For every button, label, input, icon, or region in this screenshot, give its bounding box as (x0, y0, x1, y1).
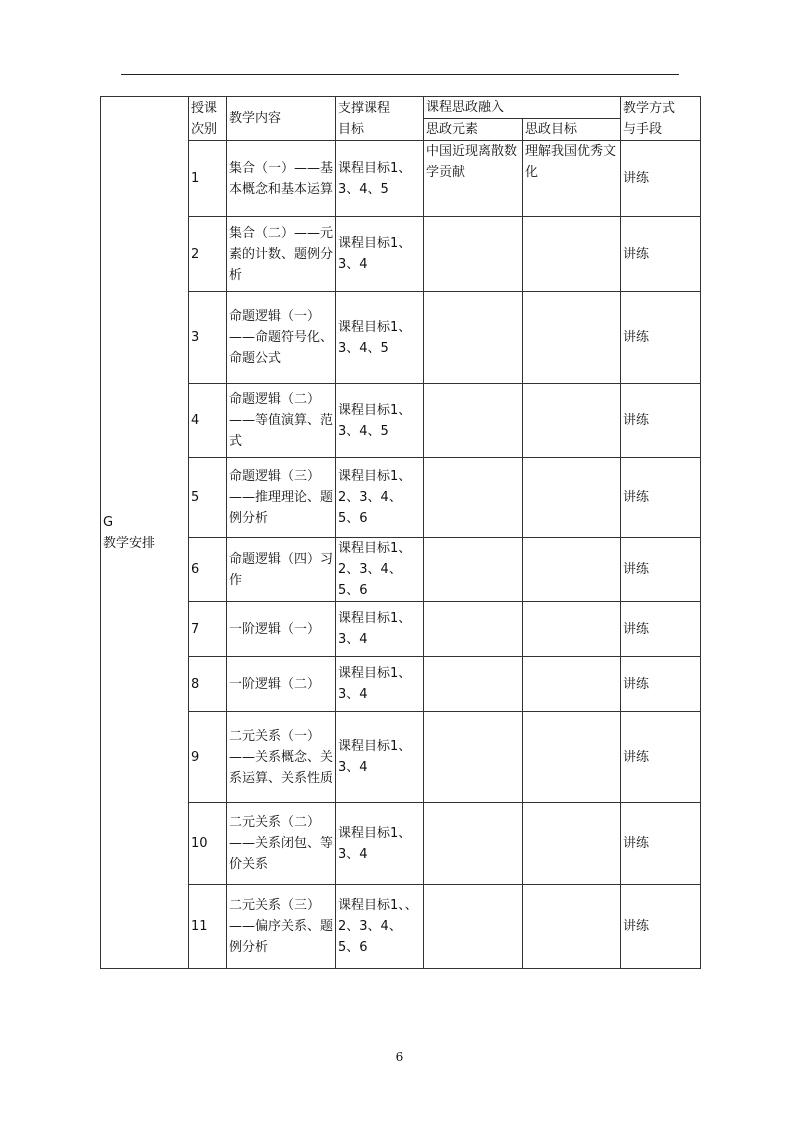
header-ideology-group: 课程思政融入 (424, 97, 621, 119)
ideology-goal-cell (523, 657, 621, 712)
ideology-element-cell (424, 292, 523, 384)
section-label-cell: G 教学安排 (101, 97, 189, 969)
ideology-element-cell (424, 217, 523, 292)
session-no-cell: 11 (189, 885, 227, 969)
ideology-element-cell: 中国近现离散数学贡献 (424, 141, 523, 217)
ideology-element-cell (424, 803, 523, 885)
objective-cell: 课程目标1、2、3、4、5、6 (336, 538, 424, 602)
ideology-element-cell (424, 712, 523, 803)
teaching-schedule-table (100, 96, 701, 969)
method-cell: 讲练 (621, 803, 701, 885)
session-no-cell: 10 (189, 803, 227, 885)
header-rule (121, 74, 679, 75)
method-cell: 讲练 (621, 712, 701, 803)
header-method: 教学方式 与手段 (621, 97, 701, 141)
objective-cell: 课程目标1、、2、3、4、5、6 (336, 885, 424, 969)
method-cell: 讲练 (621, 141, 701, 217)
session-no-cell: 3 (189, 292, 227, 384)
table-row (101, 292, 701, 384)
method-cell: 讲练 (621, 292, 701, 384)
objective-cell: 课程目标1、2、3、4、5、6 (336, 458, 424, 538)
table-row (101, 602, 701, 657)
ideology-goal-cell: 理解我国优秀文化 (523, 141, 621, 217)
table-row (101, 712, 701, 803)
method-cell: 讲练 (621, 885, 701, 969)
session-no-cell: 4 (189, 384, 227, 458)
method-cell: 讲练 (621, 458, 701, 538)
header-content: 教学内容 (227, 97, 336, 141)
session-no-cell: 6 (189, 538, 227, 602)
objective-cell: 课程目标1、3、4 (336, 803, 424, 885)
ideology-goal-cell (523, 458, 621, 538)
table-row (101, 885, 701, 969)
objective-cell: 课程目标1、3、4、5 (336, 292, 424, 384)
content-cell: 二元关系（二）——关系闭包、等价关系 (227, 803, 336, 885)
content-cell: 命题逻辑（四）习作 (227, 538, 336, 602)
ideology-goal-cell (523, 292, 621, 384)
objective-cell: 课程目标1、3、4 (336, 657, 424, 712)
method-cell: 讲练 (621, 538, 701, 602)
ideology-element-cell (424, 458, 523, 538)
objective-cell: 课程目标1、3、4 (336, 712, 424, 803)
ideology-element-cell (424, 384, 523, 458)
session-no-cell: 2 (189, 217, 227, 292)
content-cell: 集合（一）——基本概念和基本运算 (227, 141, 336, 217)
content-cell: 一阶逻辑（二） (227, 657, 336, 712)
header-course-objective: 支撑课程 目标 (336, 97, 424, 141)
header-session-no: 授课 次别 (189, 97, 227, 141)
content-cell: 一阶逻辑（一） (227, 602, 336, 657)
content-cell: 命题逻辑（三）——推理理论、题例分析 (227, 458, 336, 538)
session-no-cell: 1 (189, 141, 227, 217)
objective-cell: 课程目标1、3、4 (336, 602, 424, 657)
content-cell: 二元关系（一）——关系概念、关系运算、关系性质 (227, 712, 336, 803)
header-ideology-goal: 思政目标 (523, 119, 621, 141)
ideology-goal-cell (523, 885, 621, 969)
ideology-goal-cell (523, 712, 621, 803)
ideology-goal-cell (523, 538, 621, 602)
table-row (101, 538, 701, 602)
session-no-cell: 8 (189, 657, 227, 712)
page-number: 6 (395, 1050, 404, 1064)
table-row (101, 657, 701, 712)
ideology-element-cell (424, 538, 523, 602)
method-cell: 讲练 (621, 384, 701, 458)
objective-cell: 课程目标1、3、4、5 (336, 141, 424, 217)
table-row (101, 141, 701, 217)
method-cell: 讲练 (621, 217, 701, 292)
ideology-goal-cell (523, 384, 621, 458)
method-cell: 讲练 (621, 657, 701, 712)
ideology-element-cell (424, 602, 523, 657)
method-cell: 讲练 (621, 602, 701, 657)
objective-cell: 课程目标1、3、4 (336, 217, 424, 292)
content-cell: 集合（二）——元素的计数、题例分析 (227, 217, 336, 292)
ideology-element-cell (424, 657, 523, 712)
content-cell: 命题逻辑（二）——等值演算、范式 (227, 384, 336, 458)
header-row (101, 97, 701, 119)
ideology-goal-cell (523, 217, 621, 292)
session-no-cell: 9 (189, 712, 227, 803)
session-no-cell: 7 (189, 602, 227, 657)
session-no-cell: 5 (189, 458, 227, 538)
ideology-element-cell (424, 885, 523, 969)
table-row (101, 384, 701, 458)
header-ideology-element: 思政元素 (424, 119, 523, 141)
ideology-goal-cell (523, 803, 621, 885)
table-row (101, 217, 701, 292)
content-cell: 命题逻辑（一）——命题符号化、命题公式 (227, 292, 336, 384)
table-row (101, 803, 701, 885)
objective-cell: 课程目标1、3、4、5 (336, 384, 424, 458)
content-cell: 二元关系（三）——偏序关系、题例分析 (227, 885, 336, 969)
table-row (101, 458, 701, 538)
ideology-goal-cell (523, 602, 621, 657)
